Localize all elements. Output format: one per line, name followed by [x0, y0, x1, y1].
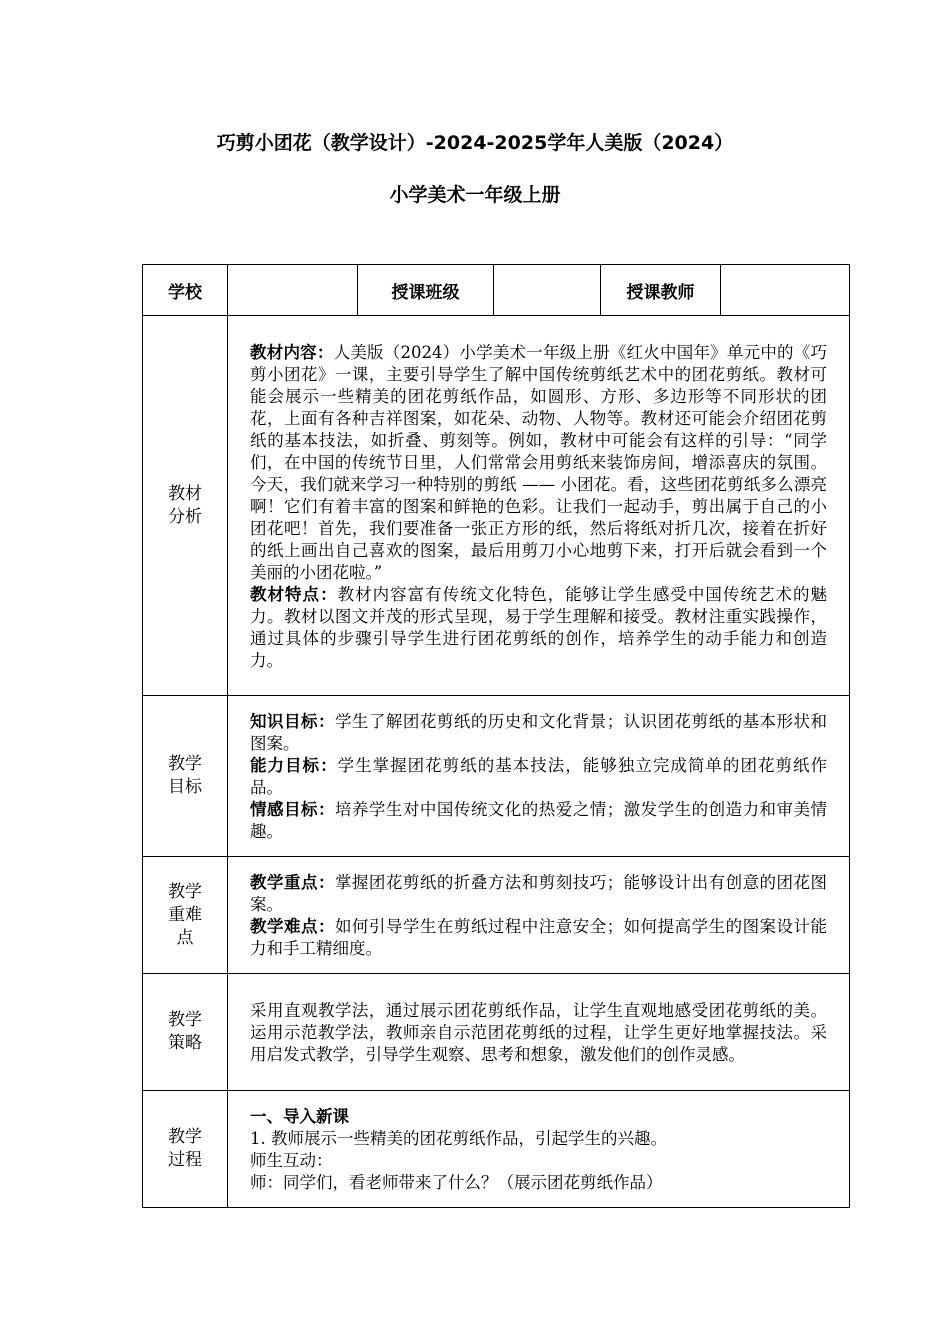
header-row — [143, 265, 850, 316]
keypoints-content — [228, 857, 850, 974]
teacher-value — [721, 265, 850, 316]
strategy-content: 采用直观教学法，通过展示团花剪纸作品，让学生直观地感受团花剪纸的美。运用示范教学法，教师亲自示范团花剪纸的过程，让学生更好地掌握技法。采用启发式教学，引导学生观察、思考和想象，激发他们的创作灵感。 — [228, 974, 850, 1091]
goals-row — [143, 696, 850, 857]
teacher-label: 授课教师 — [601, 265, 721, 316]
strategy-row — [143, 974, 850, 1091]
key-point-title: 教学重点： — [250, 873, 335, 892]
keypoints-label: 教学重难点 — [143, 857, 228, 974]
process-line: 师：同学们，看老师带来了什么？（展示团花剪纸作品） — [250, 1173, 663, 1192]
school-value — [228, 265, 358, 316]
process-line: 师生互动： — [250, 1151, 333, 1170]
material-feature-text: 教材内容富有传统文化特色，能够让学生感受中国传统艺术的魅力。教材以图文并茂的形式呈现，易于学生理解和接受。教材注重实践操作，通过具体的步骤引导学生进行团花剪纸的创作，培养学生的动手能力和创造力。 — [250, 584, 827, 670]
emotion-goal-title: 情感目标： — [250, 800, 335, 819]
knowledge-goal-title: 知识目标： — [250, 712, 335, 731]
lesson-plan-table — [142, 264, 850, 1208]
material-feature-title: 教材特点： — [250, 584, 338, 604]
difficult-point-text: 如何引导学生在剪纸过程中注意安全；如何提高学生的图案设计能力和手工精细度。 — [250, 917, 828, 958]
emotion-goal-text: 培养学生对中国传统文化的热爱之情；激发学生的创造力和审美情趣。 — [250, 800, 828, 841]
goals-label: 教学目标 — [143, 696, 228, 857]
goals-content — [228, 696, 850, 857]
document-title: 巧剪小团花（教学设计）-2024-2025学年人美版（2024） — [216, 132, 734, 154]
class-label: 授课班级 — [358, 265, 494, 316]
material-row — [143, 316, 850, 696]
document-subtitle: 小学美术一年级上册 — [389, 184, 561, 206]
key-point-text: 掌握团花剪纸的折叠方法和剪刻技巧；能够设计出有创意的团花图案。 — [250, 873, 828, 914]
keypoints-row — [143, 857, 850, 974]
knowledge-goal-text: 学生了解团花剪纸的历史和文化背景；认识团花剪纸的基本形状和图案。 — [250, 712, 828, 753]
process-section-title: 一、导入新课 — [250, 1107, 349, 1126]
ability-goal-text: 学生掌握团花剪纸的基本技法，能够独立完成简单的团花剪纸作品。 — [250, 756, 827, 797]
process-row — [143, 1091, 850, 1208]
ability-goal-title: 能力目标： — [250, 756, 338, 775]
process-line: 1. 教师展示一些精美的团花剪纸作品，引起学生的兴趣。 — [250, 1129, 667, 1148]
process-content — [228, 1091, 850, 1208]
school-label: 学校 — [143, 265, 228, 316]
material-content — [228, 316, 850, 696]
strategy-label: 教学策略 — [143, 974, 228, 1091]
class-value — [494, 265, 601, 316]
material-content-title: 教材内容： — [250, 342, 334, 362]
material-label: 教材分析 — [143, 316, 228, 696]
process-label: 教学过程 — [143, 1091, 228, 1208]
material-content-text: 人美版（2024）小学美术一年级上册《红火中国年》单元中的《巧剪小团花》一课，主要引导学生了解中国传统剪纸艺术中的团花剪纸。教材可能会展示一些精美的团花剪纸作品，如圆形、方形、多边形等不同形状的团花，上面有各种吉祥图案，如花朵、动物、人物等。教材还可能会介绍团花剪纸的基本技法，如折叠、剪刻等。例如，教材中可能会有这样的引导：“同学们，在中国的传统节日里，人们常常会用剪纸来装饰房间，增添喜庆的氛围。今天，我们就来学习一种特别的剪纸 —— 小团花。看，这些团花剪纸多么漂亮啊！它们有着丰富的图案和鲜艳的色彩。让我们一起动手，剪出属于自己的小团花吧！首先，我们要准备一张正方形的纸，然后将纸对折几次，接着在折好的纸上画出自己喜欢的图案，最后用剪刀小心地剪下来，打开后就会看到一个美丽的小团花啦。” — [250, 342, 827, 582]
difficult-point-title: 教学难点： — [250, 917, 335, 936]
